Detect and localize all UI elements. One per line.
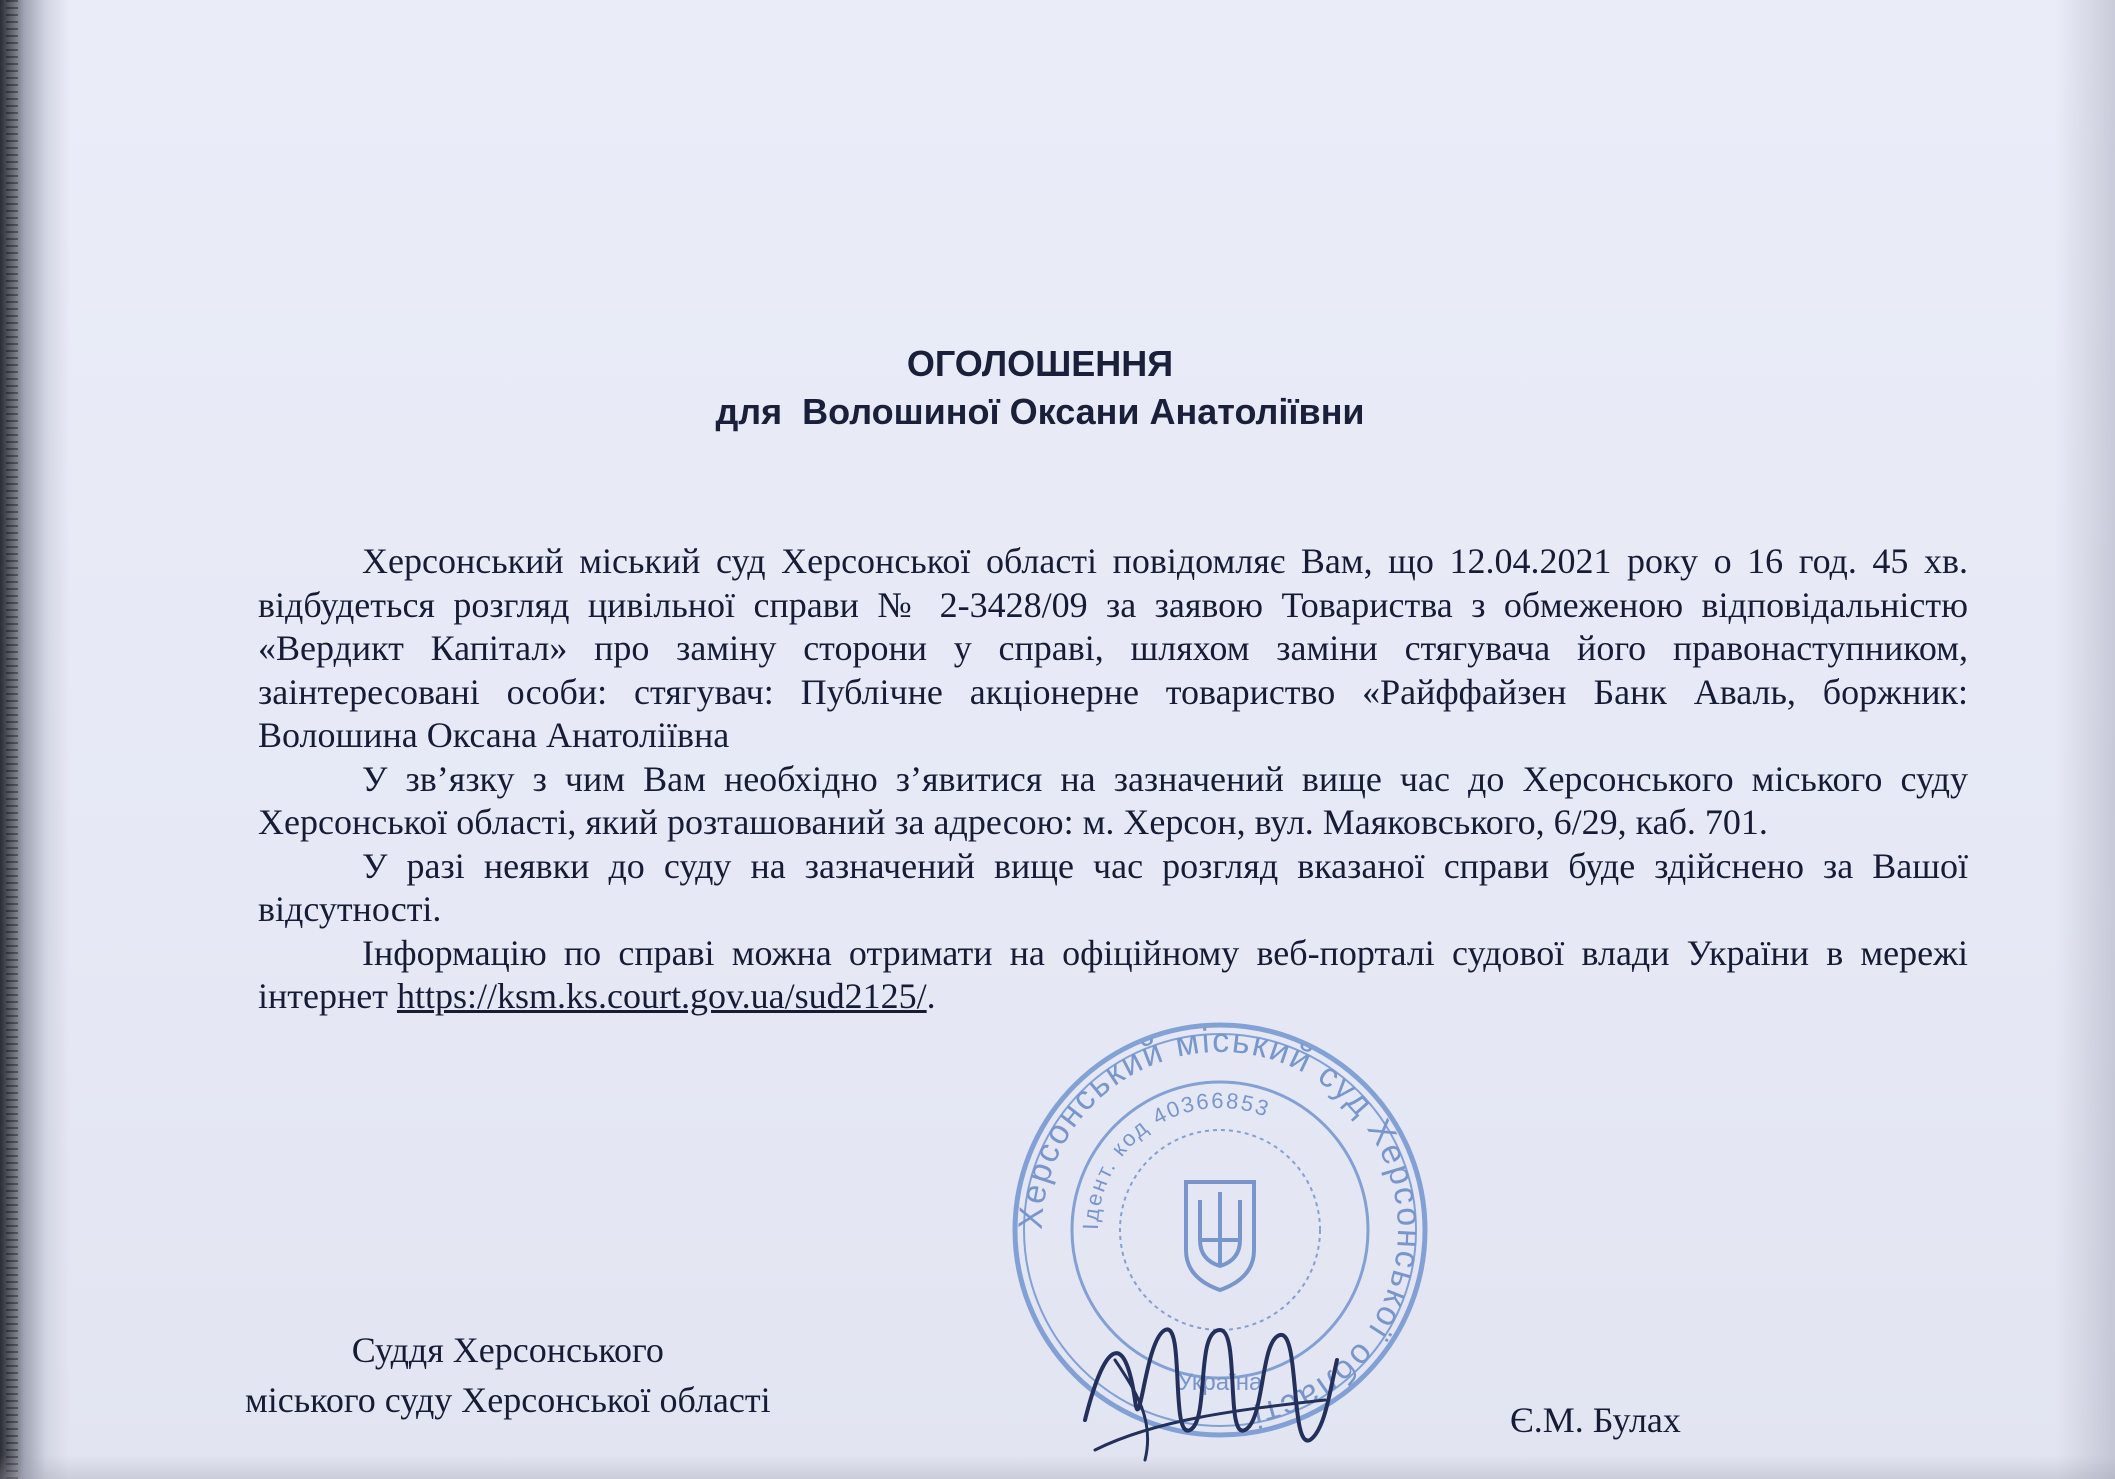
judge-position-line1: Суддя Херсонського <box>351 1330 664 1370</box>
info-text: Інформацію по справі можна отримати на офіційному веб-порталі судової влади України в мережі інтернет <box>258 932 1968 1016</box>
judge-position-line2: міського суду Херсонської області <box>245 1380 771 1420</box>
court-portal-link[interactable]: https://ksm.ks.court.gov.ua/sud2125/ <box>396 976 927 1016</box>
trident-icon <box>1186 1182 1254 1290</box>
document-title: ОГОЛОШЕННЯ <box>906 343 1174 384</box>
paragraph-absence: У разі неявки до суду на зазначений вище час розгляд вказаної справи буде здійснено за Вашої відсутності. <box>258 845 1968 929</box>
handwritten-signature <box>1075 1300 1345 1470</box>
document-header <box>0 340 2080 436</box>
paragraph-hearing-notice: Херсонський міський суд Херсонської області повідомляє Вам, що 12.04.2021 року о 16 год. 45 хв. відбудеться розгляд цивільної справи № 2-3428/09 за заявою Товариства з обмеженою відповідальністю «Вердикт Капітал» про заміну сторони у справі, шляхом заміни стягувача його правонаступником, заінтересовані особи: стягувач: Публічне акціонерне товариство «Райффайзен Банк Аваль, боржник: Волошина Оксана Анатоліївна <box>258 541 1968 755</box>
seal-inner-text: Ідент. код 40366853 <box>1077 1087 1274 1231</box>
svg-text:Ідент. код 40366853 <box>1078 1088 1274 1230</box>
seal-outer-text: Херсонський міський суд Херсонської області <box>1011 1021 1429 1435</box>
document-subtitle: для Волошиної Оксани Анатоліївни <box>715 391 1365 432</box>
document-body <box>258 540 1968 1019</box>
judge-name: Є.М. Булах <box>1510 1400 1681 1440</box>
judge-position <box>245 1325 771 1425</box>
paragraph-appearance: У зв’язку з чим Вам необхідно з’явитися на зазначений вище час до Херсонського міського суду Херсонської області, який розташований за адресою: м. Херсон, вул. Маяковського, 6/29, каб. 701. <box>258 758 1968 842</box>
paragraph-info <box>258 932 1968 1019</box>
seal-country: Україна <box>1177 1369 1263 1396</box>
info-suffix: . <box>926 976 936 1016</box>
